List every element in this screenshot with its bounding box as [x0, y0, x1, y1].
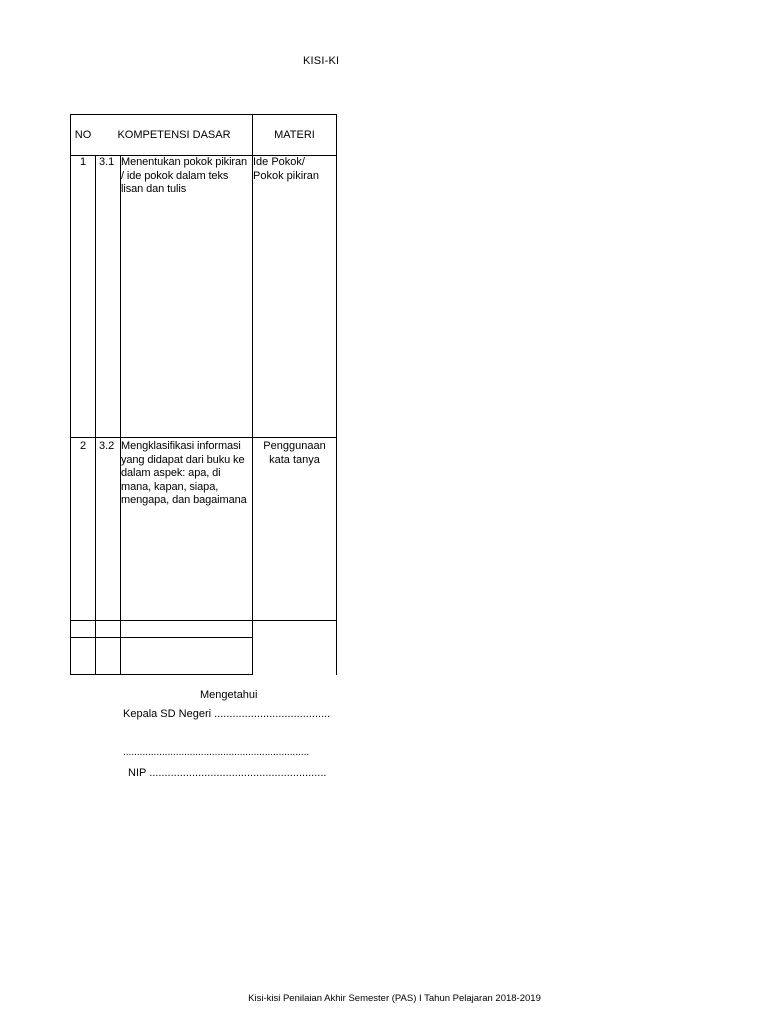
row-divider	[70, 637, 252, 638]
row-kd-code: 3.2	[99, 440, 115, 452]
row-no: 1	[79, 156, 87, 168]
column-divider	[120, 155, 121, 675]
row-materi: Penggunaan kata tanya	[263, 440, 326, 466]
row-kd-text: Mengklasifikasi informasi yang didapat dari buku ke dalam aspek: apa, di mana, kapan, siapa, mengapa, dan bagaimana	[121, 440, 247, 506]
row-materi: Ide Pokok/ Pokok pikiran	[253, 156, 320, 182]
mengetahui-label: Mengetahui	[200, 689, 258, 701]
header-materi: MATERI	[274, 129, 315, 141]
document-title: KISI-KI	[303, 55, 340, 67]
row-divider	[70, 437, 337, 438]
column-divider	[95, 155, 96, 675]
signature-name-line: ...................................................................	[123, 747, 310, 758]
column-divider	[252, 114, 253, 675]
table-border-bottom	[70, 674, 252, 675]
row-kd-code: 3.1	[99, 156, 115, 168]
header-no: NO	[74, 129, 92, 141]
row-no: 2	[79, 440, 87, 452]
table-border-top	[70, 114, 337, 115]
row-kd-text: Menentukan pokok pikiran / ide pokok dalam teks lisan dan tulis	[121, 156, 248, 195]
kepala-sekolah-line: Kepala SD Negeri ......................................	[123, 708, 331, 720]
table-border-left	[70, 114, 71, 675]
row-divider	[70, 620, 337, 621]
page-footer: Kisi-kisi Penilaian Akhir Semester (PAS) I Tahun Pelajaran 2018-2019	[248, 993, 541, 1004]
table-border-right	[336, 114, 337, 675]
nip-line: NIP ..........................................................	[128, 767, 327, 779]
header-kompetensi-dasar: KOMPETENSI DASAR	[117, 129, 231, 141]
